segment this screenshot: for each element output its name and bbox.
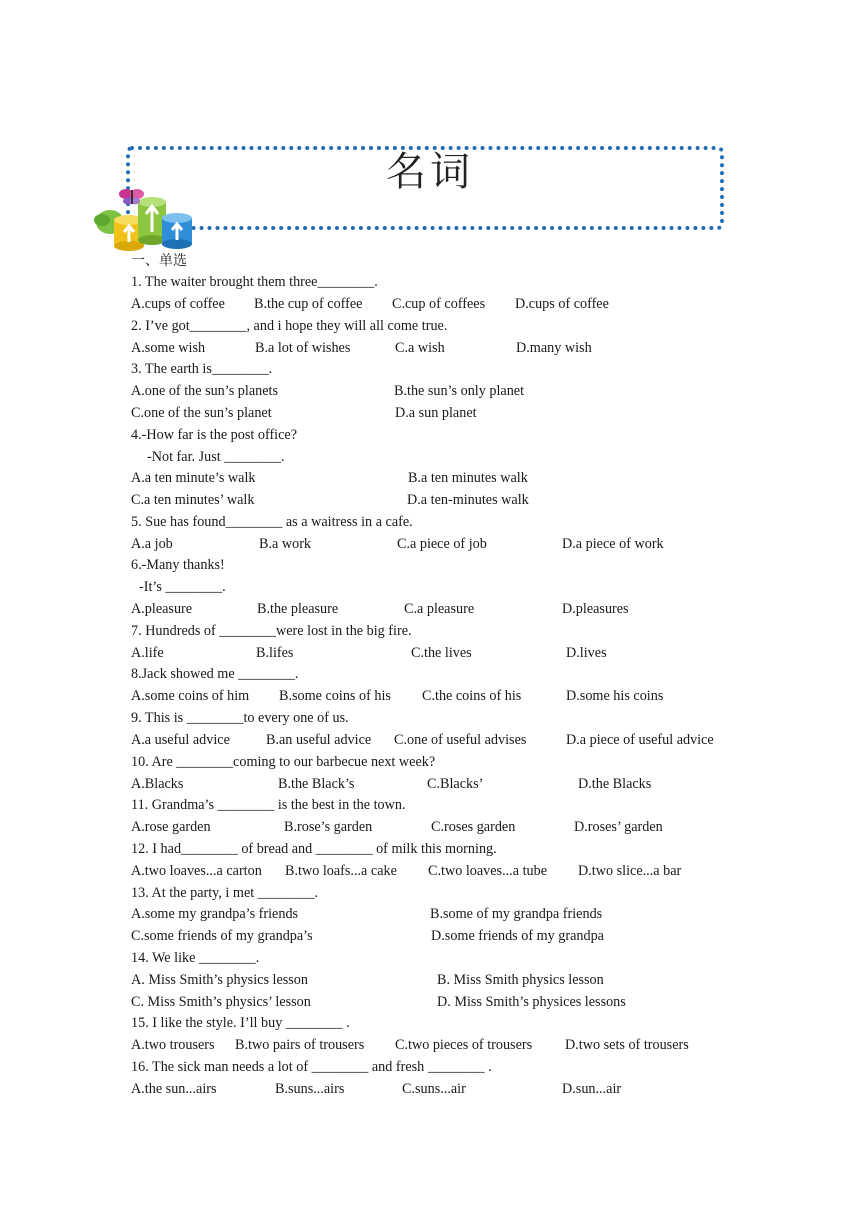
option-15d: D.two sets of trousers — [565, 1037, 689, 1053]
option-9a: A.a useful advice — [131, 732, 230, 748]
option-13d: D.some friends of my grandpa — [431, 928, 604, 944]
option-4a: A.a ten minute’s walk — [131, 470, 256, 486]
option-12d: D.two slice...a bar — [578, 863, 682, 879]
option-10d: D.the Blacks — [578, 776, 652, 792]
option-16b: B.suns...airs — [275, 1081, 345, 1097]
option-5c: C.a piece of job — [397, 536, 487, 552]
question-8: 8.Jack showed me ________. — [131, 666, 299, 682]
option-10c: C.Blacks’ — [427, 776, 484, 792]
question-1: 1. The waiter brought them three________. — [131, 274, 378, 290]
option-7c: C.the lives — [411, 645, 472, 661]
option-14a: A. Miss Smith’s physics lesson — [131, 972, 308, 988]
question-9: 9. This is ________to every one of us. — [131, 710, 349, 726]
option-10b: B.the Black’s — [278, 776, 355, 792]
option-13a: A.some my grandpa’s friends — [131, 906, 299, 922]
option-4b: B.a ten minutes walk — [408, 470, 528, 486]
option-8a: A.some coins of him — [131, 688, 250, 704]
option-11c: C.roses garden — [431, 819, 516, 835]
option-9d: D.a piece of useful advice — [566, 732, 714, 748]
option-1b: B.the cup of coffee — [254, 296, 363, 312]
question-14: 14. We like ________. — [131, 950, 260, 966]
option-14c: C. Miss Smith’s physics’ lesson — [131, 994, 311, 1010]
question-7: 7. Hundreds of ________were lost in the big fire. — [131, 623, 412, 639]
option-7d: D.lives — [566, 645, 607, 661]
option-2d: D.many wish — [516, 340, 592, 356]
option-6c: C.a pleasure — [404, 601, 475, 617]
option-2c: C.a wish — [395, 340, 445, 356]
option-1c: C.cup of coffees — [392, 296, 486, 312]
option-4d: D.a ten-minutes walk — [407, 492, 529, 508]
option-15a: A.two trousers — [131, 1037, 215, 1053]
question-12: 12. I had________ of bread and ________ of milk this morning. — [131, 841, 497, 857]
question-4-response: -Not far. Just ________. — [147, 449, 285, 465]
option-3a: A.one of the sun’s planets — [131, 383, 278, 399]
option-5a: A.a job — [131, 536, 173, 552]
option-15c: C.two pieces of trousers — [395, 1037, 533, 1053]
option-6a: A.pleasure — [131, 601, 193, 617]
option-11a: A.rose garden — [131, 819, 211, 835]
question-3: 3. The earth is________. — [131, 361, 273, 377]
option-9b: B.an useful advice — [266, 732, 372, 748]
option-1d: D.cups of coffee — [515, 296, 609, 312]
option-16c: C.suns...air — [402, 1081, 466, 1097]
option-9c: C.one of useful advises — [394, 732, 527, 748]
option-14b: B. Miss Smith physics lesson — [437, 972, 604, 988]
option-1a: A.cups of coffee — [131, 296, 225, 312]
logo-icon — [90, 184, 200, 254]
option-5d: D.a piece of work — [562, 536, 664, 552]
option-5b: B.a work — [259, 536, 312, 552]
option-15b: B.two pairs of trousers — [235, 1037, 365, 1053]
question-6-response: -It’s ________. — [139, 579, 226, 595]
option-16d: D.sun...air — [562, 1081, 622, 1097]
question-13: 13. At the party, i met ________. — [131, 885, 319, 901]
question-16: 16. The sick man needs a lot of ________ and fresh ________ . — [131, 1059, 492, 1075]
question-10: 10. Are ________coming to our barbecue next week? — [131, 754, 436, 770]
option-8d: D.some his coins — [566, 688, 664, 704]
question-11: 11. Grandma’s ________ is the best in the town. — [131, 797, 406, 813]
option-12c: C.two loaves...a tube — [428, 863, 547, 879]
question-2: 2. I’ve got________, and i hope they will all come true. — [131, 318, 448, 334]
option-7b: B.lifes — [256, 645, 294, 661]
option-10a: A.Blacks — [131, 776, 184, 792]
question-5: 5. Sue has found________ as a waitress in a cafe. — [131, 514, 413, 530]
option-8c: C.the coins of his — [422, 688, 522, 704]
option-14d: D. Miss Smith’s physices lessons — [437, 994, 626, 1010]
page-title: 名词 — [386, 149, 474, 195]
option-6b: B.the pleasure — [257, 601, 339, 617]
question-4: 4.-How far is the post office? — [131, 427, 297, 443]
option-6d: D.pleasures — [562, 601, 629, 617]
option-2a: A.some wish — [131, 340, 206, 356]
option-8b: B.some coins of his — [279, 688, 391, 704]
option-12a: A.two loaves...a carton — [131, 863, 262, 879]
option-11d: D.roses’ garden — [574, 819, 663, 835]
option-4c: C.a ten minutes’ walk — [131, 492, 255, 508]
question-15: 15. I like the style. I’ll buy ________ . — [131, 1015, 350, 1031]
option-2b: B.a lot of wishes — [255, 340, 351, 356]
option-3b: B.the sun’s only planet — [394, 383, 525, 399]
option-13c: C.some friends of my grandpa’s — [131, 928, 313, 944]
option-13b: B.some of my grandpa friends — [430, 906, 603, 922]
option-12b: B.two loafs...a cake — [285, 863, 397, 879]
question-6: 6.-Many thanks! — [131, 557, 225, 573]
option-3c: C.one of the sun’s planet — [131, 405, 272, 421]
option-11b: B.rose’s garden — [284, 819, 373, 835]
section-heading: 一、单选 — [131, 253, 187, 269]
option-7a: A.life — [131, 645, 164, 661]
option-16a: A.the sun...airs — [131, 1081, 217, 1097]
option-3d: D.a sun planet — [395, 405, 477, 421]
